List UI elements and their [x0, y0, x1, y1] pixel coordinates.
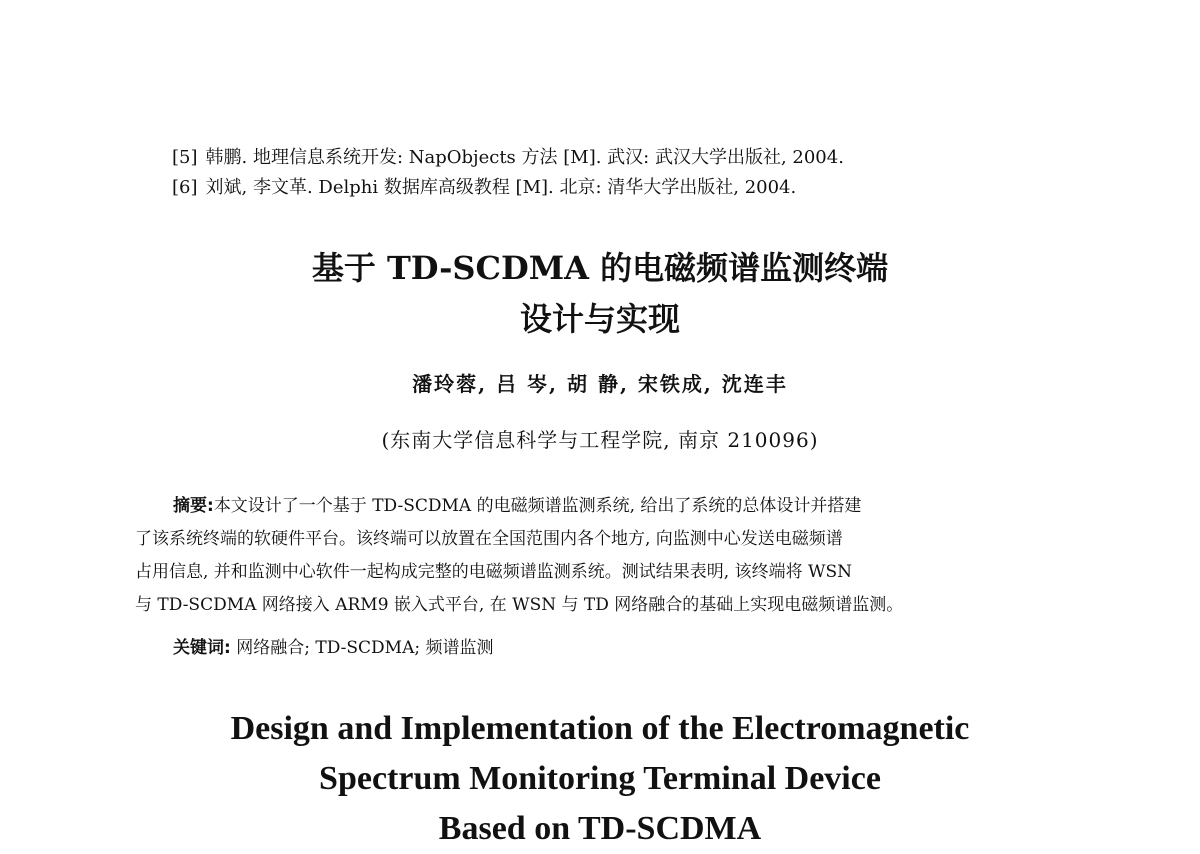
reference-number: [5]: [172, 147, 198, 168]
chinese-title-line-2: 设计与实现: [519, 300, 680, 338]
reference-item: [172, 173, 1072, 203]
abstract-line-3: 占用信息, 并和监测中心软件一起构成完整的电磁频谱监测系统。测试结果表明, 该终端将 WSN: [135, 562, 853, 582]
abstract-line-1: [135, 490, 1047, 523]
english-title-line-1: Design and Implementation of the Electromagnetic: [230, 710, 970, 747]
abstract-label: 摘要:: [173, 496, 214, 516]
abstract-line-2: 了该系统终端的软硬件平台。该终端可以放置在全国范围内各个地方, 向监测中心发送电磁频谱: [135, 529, 843, 549]
chinese-title-line-1: 基于 TD-SCDMA 的电磁频谱监测终端: [311, 249, 889, 287]
english-title-line-3: Based on TD-SCDMA: [438, 810, 762, 847]
reference-text: 韩鹏. 地理信息系统开发: NapObjects 方法 [M]. 武汉: 武汉大学出版社, 2004.: [205, 147, 844, 168]
reference-text: 刘斌, 李文革. Delphi 数据库高级教程 [M]. 北京: 清华大学出版社, 2004.: [205, 177, 797, 198]
keywords-text: 网络融合; TD-SCDMA; 频谱监测: [236, 638, 494, 658]
authors: 潘玲蓉, 吕 岑, 胡 静, 宋铁成, 沈连丰: [412, 372, 788, 396]
abstract-text: 本文设计了一个基于 TD-SCDMA 的电磁频谱监测系统, 给出了系统的总体设计并搭建: [213, 496, 862, 516]
keywords: [173, 633, 493, 658]
english-title-line-2: Spectrum Monitoring Terminal Device: [319, 760, 881, 797]
reference-list: [172, 143, 1072, 203]
reference-item: [172, 143, 1072, 173]
keywords-label: 关键词:: [173, 638, 231, 658]
abstract-line-4: 与 TD-SCDMA 网络接入 ARM9 嵌入式平台, 在 WSN 与 TD 网络融合的基础上实现电磁频谱监测。: [135, 595, 904, 615]
abstract: [135, 490, 1047, 622]
reference-number: [6]: [172, 177, 198, 198]
affiliation: (东南大学信息科学与工程学院, 南京 210096): [381, 428, 819, 452]
